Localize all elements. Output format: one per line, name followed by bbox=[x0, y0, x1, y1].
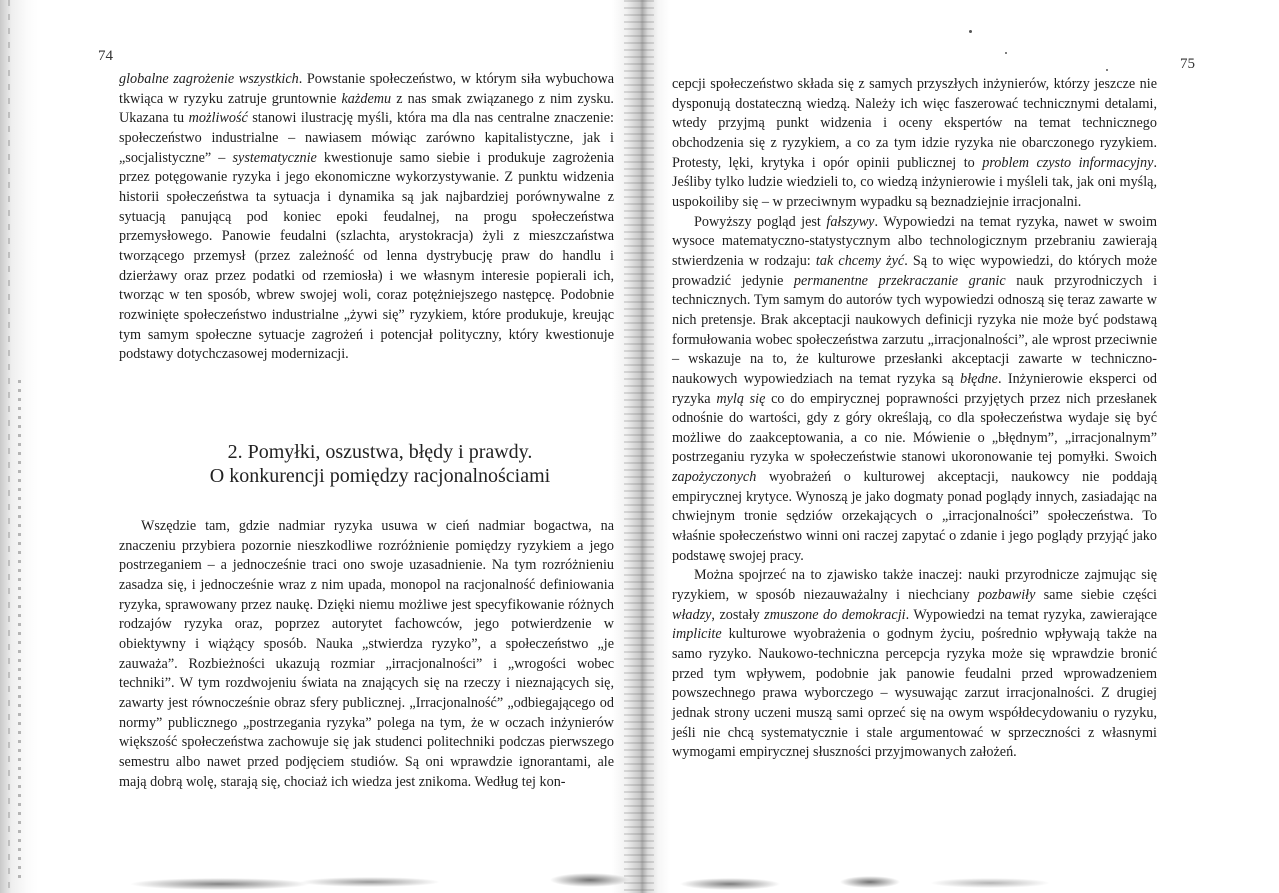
italic-run: permanentne przekraczanie granic bbox=[793, 272, 1006, 289]
italic-run: tak chcemy żyć bbox=[815, 252, 905, 269]
text-run: Powyższy pogląd jest bbox=[694, 213, 827, 230]
text-run: . Są to więc wypowiedzi, do których może prowadzić jedynie bbox=[672, 252, 1157, 289]
text-run: co do empirycznej poprawności przyjętych przez nich przesłanek odnośnie do wartości, gdy z góry określają, co dla społeczeństwa wydaje się być możliwe do zaakceptowania, a co nie. Mówienie o „błędnym”, „irracjonalnym” postrzeganiu ryzyka w społeczeństwie stanowi ukoronowanie tej pomyłki. Swoich bbox=[672, 390, 1157, 466]
text-run: . Wypowiedzi na temat ryzyka, zawierające bbox=[905, 606, 1157, 623]
right-page-body bbox=[672, 75, 1157, 763]
text-run: wyobrażeń o kulturowej akceptacji, naukowcy nie poddają empirycznej krytyce. Wynoszą je jako dogmaty ponad poglądy innych, zasiadając na chwiejnym tronie sędziów orzekających o „irracjonalności” społeczeństwa. To właśnie społeczeństwo winni oni raczej zapytać o zdanie i jego poglądy przyjąć jako podstawę swojej pracy. bbox=[672, 469, 1157, 564]
text-run: . Jeśliby tylko ludzie wiedzieli to, co wiedzą inżynierowie i myśleli tak, jak oni myślą, uspokoiliby się – w przeciwnym wypadku są beznadziejnie irracjonalni. bbox=[672, 154, 1157, 210]
right-paragraph-1 bbox=[672, 75, 1157, 213]
scan-speck bbox=[1106, 69, 1108, 71]
italic-run: globalne zagrożenie wszystkich bbox=[119, 71, 299, 87]
italic-run: implicite bbox=[672, 626, 722, 643]
italic-run: władzy bbox=[672, 606, 712, 623]
text-run: . Wypowiedzi na temat ryzyka, nawet w swoim wysoce matematyczno-statystycznym albo technologicznym przebraniu zawierają stwierdzenia w rodzaju: bbox=[672, 213, 1157, 269]
right-paragraph-2 bbox=[672, 213, 1157, 567]
italic-run: pozbawiły bbox=[977, 587, 1036, 604]
text-run: , zostały bbox=[711, 606, 765, 623]
text-run: kwestionuje samo siebie i produkuje zagrożenia przez potęgowanie ryzyka i jego ekonomiczne wykorzystywanie. Z punktu widzenia historii społeczeństwa ta sytuacja i dynamika są jak najbardziej porównywalne z sytuacją panującą pod koniec epoki feudalnej, na progu społeczeństwa przemysłowego. Panowie feudalni (szlachta, arystokracja) żyli z mieszczaństwa tworzącego przemysł (przez zależność od lenna dystrybucję praw do handlu i dzierżawy oraz przez podatki od rzemiosła) i we własnym interesie popierali ich, tworząc w ten sposób, wbrew swojej woli, coraz potężniejszego następcę. Podobnie rozwinięte społeczeństwo industrialne „żywi się” ryzykiem, które produkuje, kreując tym samym społeczne sytuacje zagrożeń i potencjał polityczny, który kwestionuje podstawy dotychczasowej modernizacji. bbox=[119, 149, 614, 363]
text-run: nauk przyrodniczych i technicznych. Tym samym do autorów tych wypowiedzi odnoszą się teraz zawarte w nich pretensje. Brak akceptacji naukowych definicji ryzyka nie może być podstawą formułowania wobec społeczeństwa zarzutu „irracjonalności”, ale wprost przeciwnie – wskazuje na to, że kulturowe przesłanki akceptacji zawarte w techniczno-naukowych wypowiedziach na temat ryzyka są bbox=[672, 272, 1158, 387]
section-heading-line-1: 2. Pomyłki, oszustwa, błędy i prawdy. bbox=[227, 441, 533, 463]
italic-run: fałszywy bbox=[826, 213, 875, 230]
text-run: same siebie części bbox=[1035, 587, 1157, 604]
scan-edge-shadow bbox=[0, 0, 38, 893]
text-run: cepcji społeczeństwo składa się z samych przyszłych inżynierów, którzy jeszcze nie dysponują dostateczną wiedzą. Należy ich więc faszerować technicznymi detalami, wtedy przyjmą punkt widzenia i oceny ekspertów na temat technicznego obchodzenia się z ryzykiem, a co za tym idzie ryzyka nie obarczonego ryzykiem. Protesty, lęki, krytyka i opór opinii publicznej to bbox=[672, 76, 1157, 171]
section-heading-line-2: O konkurencji pomiędzy racjonalnościami bbox=[209, 465, 551, 487]
text-run: . Inżynierowie eksperci od ryzyka bbox=[672, 370, 1157, 407]
italic-run: możliwość bbox=[188, 110, 248, 127]
text-run: stanowi ilustrację myśli, która ma dla nas centralne znaczenie: społeczeństwo industrialne – nawiasem mówiąc zarówno kapitalistyczne, jak i „socjalistyczne” – bbox=[119, 110, 614, 166]
scan-speck bbox=[969, 30, 972, 33]
text-run: Wszędzie tam, gdzie nadmiar ryzyka usuwa w cień nadmiar bogactwa, na znaczeniu przybiera pozornie nieszkodliwe rozróżnienie pomiędzy ryzykiem a jego postrzeganiem – a jednocześnie traci ono swoje uzasadnienie. Na tym rozróżnieniu zasadza się, i jednocześnie wraz z nim upada, monopol na racjonalność definiowania ryzyka, sprawowany przez naukę. Dzięki niemu możliwe jest specyfikowanie różnych rodzajów ryzyka oraz, poprzez autorytet fachowców, jego potwierdzenie w obiektywny i wiążący sposób. Nauka „stwierdza ryzyko”, a społeczeństwo „je zauważa”. Rozbieżności ukazują rozmiar „irracjonalności” i „wrogości wobec techniki”. W tym rozdwojeniu świata na znających się na rzeczy i nieznających się, zawarty jest równocześnie obraz sfery publicznej. „Irracjonalność” „odbiegającego od normy” publicznego „postrzegania ryzyka” polega na tym, że w oczach inżynierów większość społeczeństwa zachowuje się jak studenci politechniki podczas pierwszego semestru albo nawet przed podjęciem studiów. Są oni wprawdzie ignorantami, ale mają dobrą wolę, starają się, chociaż ich wiedza jest znikoma. Według tej kon- bbox=[119, 518, 614, 790]
left-page-body bbox=[119, 70, 614, 365]
left-page-number: 74 bbox=[98, 48, 113, 64]
italic-run: błędne bbox=[960, 370, 998, 387]
italic-run: zapożyczonych bbox=[672, 469, 757, 486]
left-paragraph-1 bbox=[119, 70, 614, 365]
text-run: z nas smak związanego z nim zysku. Ukazana tu bbox=[119, 90, 614, 127]
italic-run: każdemu bbox=[341, 90, 392, 107]
italic-run: mylą się bbox=[716, 390, 766, 407]
section-heading bbox=[160, 440, 600, 488]
text-run: Można spojrzeć na to zjawisko także inaczej: nauki przyrodnicze zajmując się ryzykiem, w sposób niezauważalny i niechciany bbox=[672, 567, 1157, 604]
right-paragraph-3 bbox=[672, 566, 1157, 763]
left-paragraph-2 bbox=[119, 517, 614, 792]
text-run: kulturowe wyobrażenia o godnym życiu, pośrednio wpływają także na samo ryzyko. Naukowo-techniczna percepcja ryzyka może się wprawdzie bronić przed tym wpływem, podobnie jak panowie feudalni przed wprowadzeniem powszechnego prawa wyborczego – wysuwając zarzut irracjonalności. Z drugiej jednak strony uczeni muszą sami oprzeć się na owym współdecydowaniu o ryzyku, jeśli nie chcą systematycznie i stale argumentować w sprzeczności z własnymi wymogami empirycznej słuszności przyjmowanych założeń. bbox=[672, 626, 1157, 761]
italic-run: problem czysto informacyjny bbox=[982, 154, 1154, 171]
book-gutter bbox=[612, 0, 670, 893]
italic-run: systematycznie bbox=[232, 149, 317, 166]
scan-bottom-smudge bbox=[90, 866, 1190, 893]
left-page-body-2 bbox=[119, 517, 614, 792]
right-page-number: 75 bbox=[1180, 56, 1195, 72]
scan-speck bbox=[1005, 52, 1007, 54]
italic-run: zmuszone do demokracji bbox=[764, 606, 906, 623]
text-run: . Powstanie społeczeństwo, w którym siła wybuchowa tkwiąca w ryzyku zatruje gruntownie bbox=[119, 71, 614, 107]
